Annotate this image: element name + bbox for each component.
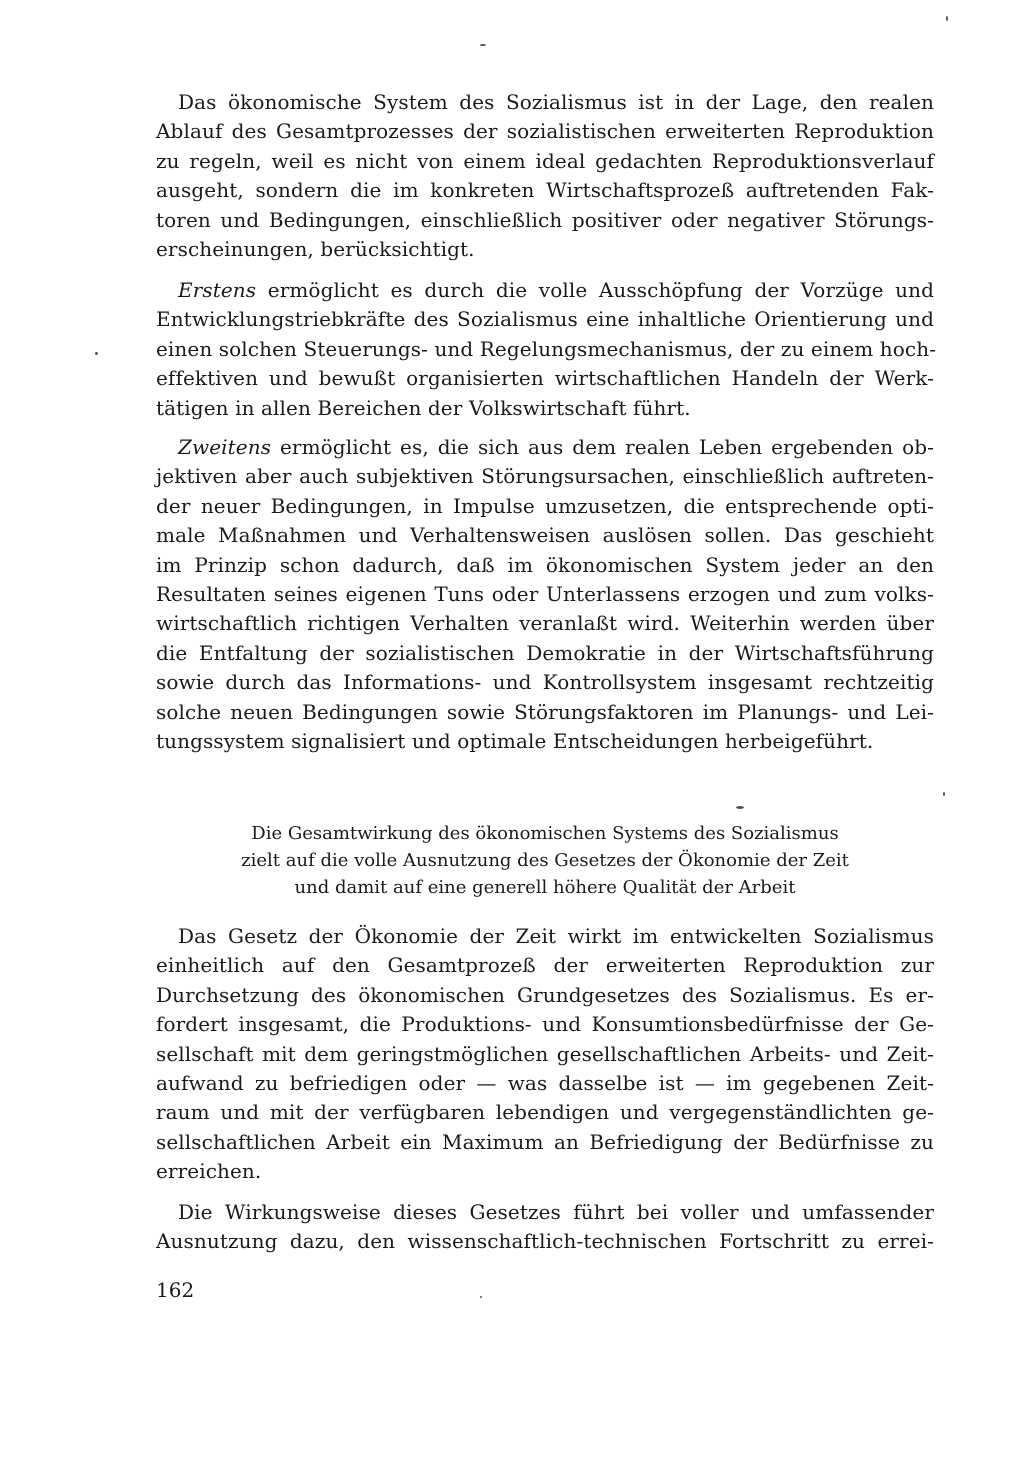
- paragraph-line: male Maßnahmen und Verhaltensweisen auslösen sollen. Das geschieht: [156, 523, 934, 548]
- heading-line: Die Gesamtwirkung des ökonomischen Systems des Sozialismus: [251, 823, 839, 844]
- scan-speck: [95, 352, 98, 355]
- paragraph-line: aufwand zu befriedigen oder — was dasselbe ist — im gegebenen Zeit-: [156, 1071, 934, 1096]
- scan-speck: [943, 792, 945, 796]
- paragraph-line: einheitlich auf den Gesamtprozeß der erweiterten Reproduktion zur: [156, 953, 934, 978]
- paragraph-line: ausgeht, sondern die im konkreten Wirtschaftsprozeß auftretenden Fak-: [156, 178, 934, 203]
- paragraph-line: sowie durch das Informations- und Kontrollsystem insgesamt rechtzeitig: [156, 670, 934, 695]
- paragraph-line: raum und mit der verfügbaren lebendigen und vergegenständlichten ge-: [156, 1100, 934, 1125]
- paragraph-line: tätigen in allen Bereichen der Volkswirtschaft führt.: [156, 395, 691, 420]
- paragraph-line: der neuer Bedingungen, in Impulse umzusetzen, die entsprechende opti-: [156, 493, 934, 518]
- paragraph-line: Entwicklungstriebkräfte des Sozialismus eine inhaltliche Orientierung und: [156, 307, 934, 332]
- paragraph-line: tungssystem signalisiert und optimale Entscheidungen herbeigeführt.: [156, 729, 874, 754]
- paragraph-line: [156, 276, 934, 305]
- paragraph-line-rest: ermöglicht es, die sich aus dem realen Leben ergebenden ob-: [271, 435, 934, 459]
- paragraph-5: [156, 1198, 934, 1257]
- paragraph-line: erreichen.: [156, 1159, 262, 1184]
- paragraph-1: [156, 88, 934, 264]
- scan-speck: [480, 1296, 482, 1298]
- paragraph-line: toren und Bedingungen, einschließlich positiver oder negativer Störungs-: [156, 207, 934, 232]
- paragraph-line: Das ökonomische System des Sozialismus ist in der Lage, den realen: [178, 90, 934, 114]
- paragraph-line: Das Gesetz der Ökonomie der Zeit wirkt im entwickelten Sozialismus: [178, 924, 934, 948]
- paragraph-line: jektiven aber auch subjektiven Störungsursachen, einschließlich auftreten-: [156, 464, 934, 489]
- scan-speck: [480, 44, 486, 46]
- paragraph-line: sellschaft mit dem geringstmöglichen gesellschaftlichen Arbeits- und Zeit-: [156, 1041, 934, 1066]
- paragraph-3: [156, 433, 934, 756]
- page-number: 162: [156, 1278, 195, 1302]
- paragraph-line: solche neuen Bedingungen sowie Störungsfaktoren im Planungs- und Lei-: [156, 699, 934, 724]
- paragraph-line: die Entfaltung der sozialistischen Demokratie in der Wirtschaftsführung: [156, 640, 934, 665]
- paragraph-line: zu regeln, weil es nicht von einem ideal gedachten Reproduktionsverlauf: [156, 148, 934, 173]
- emphasis-erstens: Erstens: [178, 278, 257, 302]
- paragraph-line-rest: ermöglicht es durch die volle Ausschöpfung der Vorzüge und: [256, 278, 934, 302]
- paragraph-line: Ablauf des Gesamtprozesses der sozialistischen erweiterten Reproduktion: [156, 119, 934, 144]
- paragraph-line: im Prinzip schon dadurch, daß im ökonomischen System jeder an den: [156, 552, 934, 577]
- scan-speck: [946, 16, 948, 21]
- paragraph-line: erscheinungen, berücksichtigt.: [156, 237, 475, 262]
- paragraph-line: wirtschaftlich richtigen Verhalten veranlaßt wird. Weiterhin werden über: [156, 611, 934, 636]
- scan-speck: [736, 806, 744, 809]
- heading-line: und damit auf eine generell höhere Qualität der Arbeit: [294, 877, 796, 898]
- paragraph-line: Die Wirkungsweise dieses Gesetzes führt bei voller und umfassender: [178, 1200, 934, 1224]
- paragraph-line: fordert insgesamt, die Produktions- und Konsumtionsbedürfnisse der Ge-: [156, 1012, 934, 1037]
- paragraph-line: effektiven und bewußt organisierten wirtschaftlichen Handeln der Werk-: [156, 366, 934, 391]
- heading-line: zielt auf die volle Ausnutzung des Gesetzes der Ökonomie der Zeit: [241, 850, 849, 871]
- paragraph-line: einen solchen Steuerungs- und Regelungsmechanismus, der zu einem hoch-: [156, 336, 937, 361]
- paragraph-4: [156, 922, 934, 1187]
- paragraph-line: Resultaten seines eigenen Tuns oder Unterlassens erzogen und zum volks-: [156, 582, 934, 607]
- paragraph-line: Ausnutzung dazu, den wissenschaftlich-technischen Fortschritt zu errei-: [156, 1229, 934, 1254]
- section-heading: [156, 820, 934, 901]
- emphasis-zweitens: Zweitens: [178, 435, 272, 459]
- paragraph-line: [156, 433, 934, 462]
- paragraph-line: Durchsetzung des ökonomischen Grundgesetzes des Sozialismus. Es er-: [156, 982, 934, 1007]
- paragraph-line: sellschaftlichen Arbeit ein Maximum an Befriedigung der Bedürfnisse zu: [156, 1129, 934, 1154]
- paragraph-2: [156, 276, 937, 423]
